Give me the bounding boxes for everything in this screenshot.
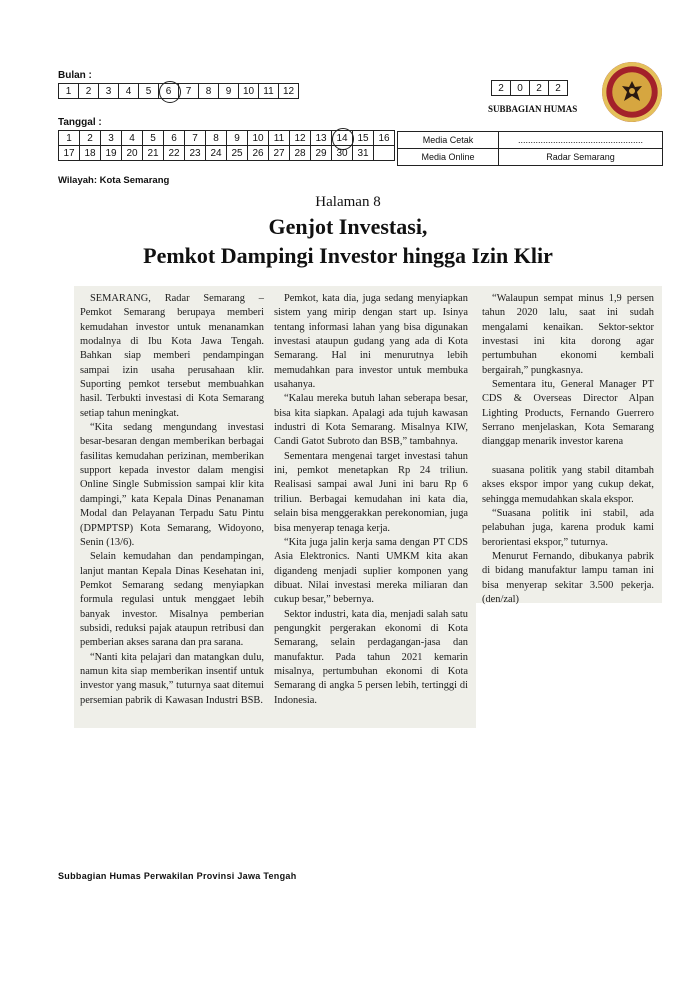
article-column-3-bottom — [482, 464, 654, 607]
month-cell: 5 — [139, 84, 159, 99]
date-cell: 24 — [206, 146, 227, 161]
month-cell: 3 — [99, 84, 119, 99]
date-cell: 27 — [269, 146, 290, 161]
month-cell: 8 — [199, 84, 219, 99]
date-cell: 17 — [59, 146, 80, 161]
media-online-label: Media Online — [398, 149, 499, 166]
article-column-3-top — [482, 292, 654, 450]
media-cetak-label: Media Cetak — [398, 132, 499, 149]
headline-line-2: Pemkot Dampingi Investor hingga Izin Klir — [143, 243, 553, 268]
date-cell: 26 — [248, 146, 269, 161]
date-cell: 9 — [227, 131, 248, 146]
article-paragraph: Selain kemudahan dan pendampingan, lanjut mantan Kepala Dinas Kesehatan ini, Pemkot Semarang sedang menyiapkan formula regulasi untuk menggaet lebih banyak investor. Misalnya pemberian subsidi, reduksi pajak ataupun retribusi dan pemberian akses sarana dan pra sarana. — [80, 551, 264, 649]
footer-text: Subbagian Humas Perwakilan Provinsi Jawa Tengah — [58, 871, 297, 881]
page-number: Halaman 8 — [315, 194, 381, 210]
article-paragraph: suasana politik yang stabil ditambah akses ekspor impor yang cukup dekat, sehingga memudahkan skala ekspor. — [482, 465, 654, 505]
date-cell: 4 — [122, 131, 143, 146]
media-cetak-value: .................................................. — [499, 132, 663, 149]
date-cell: 18 — [80, 146, 101, 161]
month-grid — [58, 83, 299, 99]
date-cell: 3 — [101, 131, 122, 146]
date-cell: 25 — [227, 146, 248, 161]
media-online-value: Radar Semarang — [499, 149, 663, 166]
date-cell: 19 — [101, 146, 122, 161]
date-cell: 21 — [143, 146, 164, 161]
date-cell: 12 — [290, 131, 311, 146]
article-paragraph: “Suasana politik ini stabil, ada pelabuhan juga, karena produk kami berorientasi ekspor,” tuturnya. — [482, 508, 654, 548]
date-cell: 10 — [248, 131, 269, 146]
date-cell: 14 — [332, 131, 353, 146]
article-paragraph: “Nanti kita pelajari dan matangkan dulu, namun kita siap memberikan insentif untuk investor yang masuk,” tuturnya saat ditemui persemian pabrik di Kawasan Industri BSB. — [80, 651, 264, 706]
month-cell: 6 — [159, 84, 179, 99]
year-digit-cell: 2 — [530, 81, 549, 96]
date-cell: 20 — [122, 146, 143, 161]
wilayah-label: Wilayah: Kota Semarang — [58, 175, 170, 186]
date-cell: 6 — [164, 131, 185, 146]
date-cell: 15 — [353, 131, 374, 146]
media-table — [397, 131, 663, 166]
article-paragraph: Sektor industri, kata dia, menjadi salah satu pengungkit pergerakan ekonomi di Kota Semarang, selain perdagangan-jasa dan manufaktur. Pada tahun 2021 kemarin misalnya, pertumbuhan ekonomi di Kota Semarang di angka 5 persen lebih, tertinggi di Indonesia. — [274, 608, 468, 706]
month-cell: 12 — [279, 84, 299, 99]
date-cell: 28 — [290, 146, 311, 161]
tanggal-label: Tanggal : — [58, 117, 102, 128]
date-cell: 2 — [80, 131, 101, 146]
date-grid — [58, 130, 395, 161]
article-paragraph: “Kita sedang mengundang investasi besar-besaran dengan memberikan berbagai fasilitas kemudahan perizinan, memberikan support kepada investor dalam mengisi Online Single Submission sampai klir kita dampingi,” kata Kepala Dinas Penanaman Modal dan Pelayanan Terpadu Satu Pintu (DPMPTSP) Kota Semarang, Widoyono, Senin (13/6). — [80, 422, 264, 548]
year-digit-cell: 2 — [549, 81, 568, 96]
date-cell: 7 — [185, 131, 206, 146]
month-cell: 2 — [79, 84, 99, 99]
date-cell: 16 — [374, 131, 395, 146]
month-cell: 4 — [119, 84, 139, 99]
date-cell: 31 — [353, 146, 374, 161]
bulan-label: Bulan : — [58, 70, 92, 81]
month-cell: 1 — [59, 84, 79, 99]
month-cell: 9 — [219, 84, 239, 99]
date-cell: 30 — [332, 146, 353, 161]
article-paragraph: Pemkot, kata dia, juga sedang menyiapkan sistem yang mirip dengan start up. Isinya tentang informasi lahan yang bisa digunakan investasi ataupun gudang yang ada di Kota Semarang. Hal ini menurutnya lebih memudahkan para investor untuk membuka usahanya. — [274, 293, 468, 391]
date-cell: 23 — [185, 146, 206, 161]
article-paragraph: “Kalau mereka butuh lahan seberapa besar, bisa kita siapkan. Apalagi ada tujuh kawasan industri di Kota Semarang. Misalnya KIW, Candi Gatot Subroto dan BSB,” tambahnya. — [274, 393, 468, 448]
date-cell: 29 — [311, 146, 332, 161]
month-cell: 7 — [179, 84, 199, 99]
headline-line-1: Genjot Investasi, — [268, 214, 428, 239]
year-box — [491, 80, 568, 96]
article-column-1 — [80, 292, 264, 708]
year-digit-cell: 2 — [492, 81, 511, 96]
article-paragraph: Sementara itu, General Manager PT CDS & Overseas Director Alpan Lighting Products, Fernando Guerrero Serrano menjelaskan, Kota Semarang dianggap menarik investor karena — [482, 379, 654, 448]
article-paragraph: Menurut Fernando, dibukanya pabrik di bidang manufaktur lampu taman ini bisa menyerap sekitar 3.500 pekerja. (den/zal) — [482, 551, 654, 606]
date-cell: 8 — [206, 131, 227, 146]
date-cell: 5 — [143, 131, 164, 146]
date-cell: 13 — [311, 131, 332, 146]
month-cell: 11 — [259, 84, 279, 99]
provincial-seal-icon — [602, 62, 662, 122]
footer-unit — [58, 871, 297, 881]
article-paragraph: SEMARANG, Radar Semarang – Pemkot Semarang berupaya memberi kemudahan investor untuk menanamkan modalnya di Ibu Kota Jawa Tengah. Bahkan siap memberi pendampingan sampai izin usaha perusahaan klir. Suporting pemkot tersebut membuahkan hasil. Terbukti investasi di Kota Semarang setiap tahun meningkat. — [80, 293, 264, 419]
unit-label: SUBBAGIAN HUMAS — [488, 104, 578, 114]
article-column-2 — [274, 292, 468, 708]
year-digit-cell: 0 — [511, 81, 530, 96]
date-cell — [374, 146, 395, 161]
article-paragraph: Sementara mengenai target investasi tahun ini, pemkot menetapkan Rp 24 triliun. Realisasi sampai awal Juni ini baru Rp 6 triliun. Berbagai kemudahan ini kata dia, selain bisa menggerakkan perekonomian, juga bisa menyerap tenaga kerja. — [274, 450, 468, 534]
month-cell: 10 — [239, 84, 259, 99]
date-cell: 11 — [269, 131, 290, 146]
date-cell: 22 — [164, 146, 185, 161]
date-cell: 1 — [59, 131, 80, 146]
article-paragraph: “Walaupun sempat minus 1,9 persen tahun 2020 lalu, saat ini sudah mengalami kenaikan. Sektor-sektor investasi ini kita dorong agar pertumbuhan ekonomi kembali bergairah,” pungkasnya. — [482, 293, 654, 376]
article-paragraph: “Kita juga jalin kerja sama dengan PT CDS Asia Elektronics. Nanti UMKM kita akan digandeng menjadi suplier komponen yang dibuat. Nilai investasi mereka miliaran dan cukup besar,” bebernya. — [274, 536, 468, 606]
